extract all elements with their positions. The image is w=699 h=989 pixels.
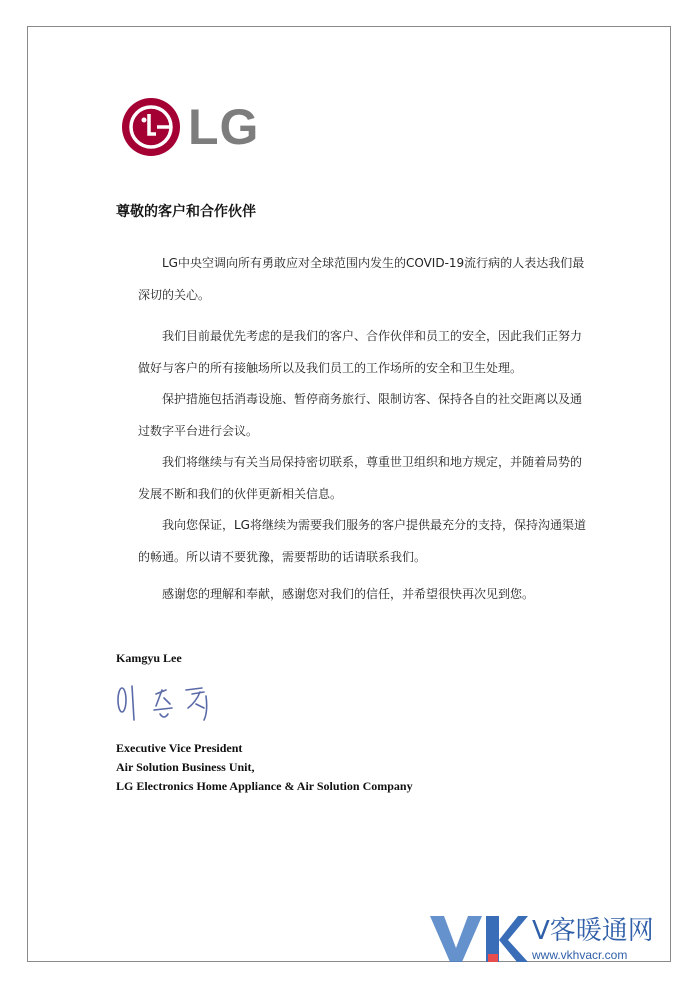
paragraph: 感谢您的理解和奉献，感谢您对我们的信任，并希望很快再次见到您。 <box>162 587 535 601</box>
logo-wordmark: LG <box>188 99 260 155</box>
vk-watermark <box>428 914 678 964</box>
handwritten-signature <box>108 676 238 728</box>
paragraph: LG中央空调向所有勇敢应对全球范围内发生的COVID-19流行病的人表达我们最深切的关心。 <box>138 256 585 302</box>
signer-title-line: Air Solution Business Unit, <box>116 760 255 774</box>
paragraph: 我们将继续与有关当局保持密切联系，尊重世卫组织和地方规定，并随着局势的发展不断和我们的伙伴更新相关信息。 <box>138 455 583 501</box>
signer-name: Kamgyu Lee <box>116 651 182 665</box>
signer-title-line: Executive Vice President <box>116 741 243 755</box>
signer-title-line: LG Electronics Home Appliance & Air Solution Company <box>116 779 413 793</box>
salutation: 尊敬的客户和合作伙伴 <box>116 204 256 220</box>
watermark-url: www.vkhvacr.com <box>532 948 628 962</box>
lg-face-icon <box>122 98 180 156</box>
vk-logo-icon <box>428 914 528 964</box>
lg-logo <box>122 98 259 156</box>
paragraph: 我们目前最优先考虑的是我们的客户、合作伙伴和员工的安全，因此我们正努力做好与客户的所有接触场所以及我们员工的工作场所的安全和卫生处理。 <box>138 329 583 375</box>
paragraph: 我向您保证，LG将继续为需要我们服务的客户提供最充分的支持，保持沟通渠道的畅通。所以请不要犹豫，需要帮助的话请联系我们。 <box>138 518 586 564</box>
paragraph: 保护措施包括消毒设施、暂停商务旅行、限制访客、保持各自的社交距离以及通过数字平台进行会议。 <box>138 392 583 438</box>
watermark-text: V客暖通网 <box>532 916 654 946</box>
